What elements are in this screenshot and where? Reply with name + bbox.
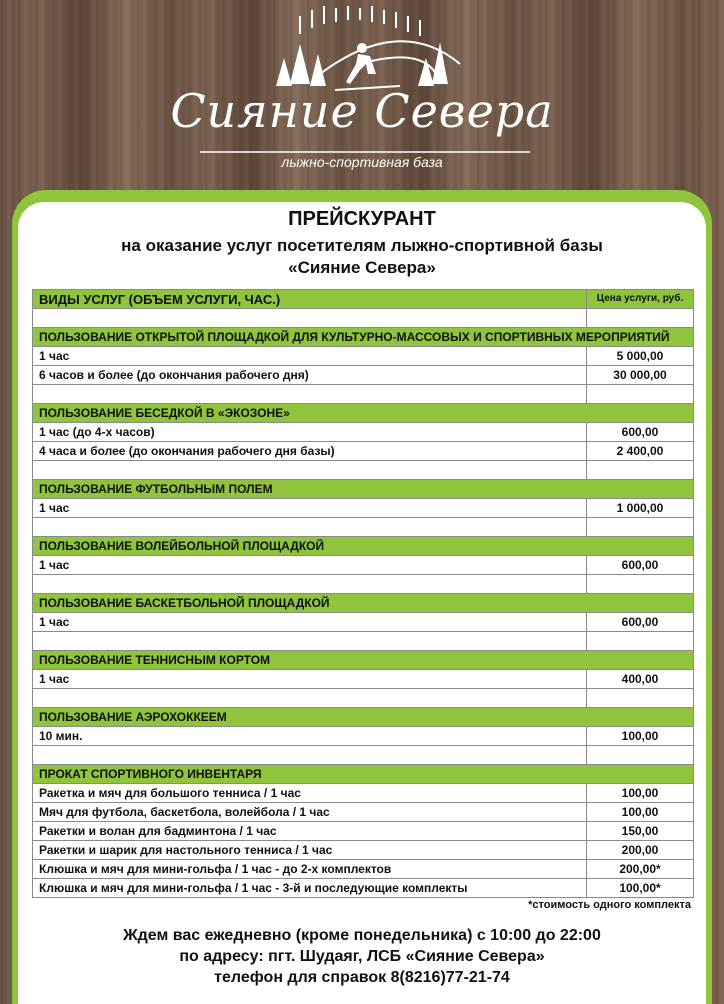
spacer-row <box>33 518 694 537</box>
logo-subtitle: лыжно-спортивная база <box>281 154 443 170</box>
document-venue: «Сияние Севера» <box>288 258 436 277</box>
spacer-cell <box>33 575 587 594</box>
logo-title: Сияние Севера <box>170 84 554 138</box>
section-row <box>33 651 694 670</box>
service-name: 1 час (до 4-х часов) <box>33 423 587 442</box>
section-row <box>33 404 694 423</box>
spacer-cell <box>587 575 694 594</box>
section-row <box>33 708 694 727</box>
spacer-cell <box>33 461 587 480</box>
table-row <box>33 784 694 803</box>
section-title: ПОЛЬЗОВАНИЕ ТЕННИСНЫМ КОРТОМ <box>33 651 694 670</box>
service-price: 1 000,00 <box>587 499 694 518</box>
service-name: 1 час <box>33 613 587 632</box>
table-row <box>33 727 694 746</box>
footer-phone: телефон для справок 8(8216)77-21-74 <box>214 969 510 986</box>
section-title: ПОЛЬЗОВАНИЕ ФУТБОЛЬНЫМ ПОЛЕМ <box>33 480 694 499</box>
header-service: ВИДЫ УСЛУГ (ОБЪЕМ УСЛУГИ, ЧАС.) <box>33 290 587 309</box>
spacer-row <box>33 575 694 594</box>
spacer-cell <box>33 632 587 651</box>
service-price: 600,00 <box>587 613 694 632</box>
service-name: 1 час <box>33 499 587 518</box>
table-header-row <box>33 290 694 309</box>
footer-address: по адресу: пгт. Шудаяг, ЛСБ «Сияние Севера» <box>179 948 545 965</box>
service-name: Клюшка и мяч для мини-гольфа / 1 час - до 2-х комплектов <box>33 860 587 879</box>
spacer-cell <box>33 518 587 537</box>
service-name: 6 часов и более (до окончания рабочего дня) <box>33 366 587 385</box>
spacer-row <box>33 385 694 404</box>
section-title: ПРОКАТ СПОРТИВНОГО ИНВЕНТАРЯ <box>33 765 694 784</box>
header <box>0 0 724 200</box>
spacer-cell <box>587 689 694 708</box>
table-row <box>33 613 694 632</box>
section-title: ПОЛЬЗОВАНИЕ ОТКРЫТОЙ ПЛОЩАДКОЙ ДЛЯ КУЛЬТУРНО-МАССОВЫХ И СПОРТИВНЫХ МЕРОПРИЯТИЙ <box>33 328 694 347</box>
spacer-cell <box>33 746 587 765</box>
service-price: 30 000,00 <box>587 366 694 385</box>
spacer-cell <box>587 746 694 765</box>
table-row <box>33 860 694 879</box>
section-title: ПОЛЬЗОВАНИЕ ВОЛЕЙБОЛЬНОЙ ПЛОЩАДКОЙ <box>33 537 694 556</box>
spacer-cell <box>587 518 694 537</box>
service-name: 1 час <box>33 347 587 366</box>
spacer-cell <box>587 632 694 651</box>
table-row <box>33 347 694 366</box>
section-row <box>33 765 694 784</box>
service-name: Клюшка и мяч для мини-гольфа / 1 час - 3-й и последующие комплекты <box>33 879 587 898</box>
document-subtitle: на оказание услуг посетителям лыжно-спортивной базы <box>121 236 603 255</box>
table-row <box>33 803 694 822</box>
service-name: 10 мин. <box>33 727 587 746</box>
section-row <box>33 480 694 499</box>
spacer-cell <box>587 385 694 404</box>
spacer-row <box>33 309 694 328</box>
service-price: 100,00* <box>587 879 694 898</box>
section-title: ПОЛЬЗОВАНИЕ АЭРОХОККЕЕМ <box>33 708 694 727</box>
table-row <box>33 423 694 442</box>
header-price: Цена услуги, руб. <box>587 290 694 309</box>
footer-hours: Ждем вас ежедневно (кроме понедельника) с 10:00 до 22:00 <box>123 927 601 944</box>
footnote: *стоимость одного комплекта <box>528 899 691 911</box>
service-name: Ракетки и волан для бадминтона / 1 час <box>33 822 587 841</box>
service-price: 200,00 <box>587 841 694 860</box>
spacer-cell <box>33 689 587 708</box>
table-row <box>33 442 694 461</box>
service-name: Ракетка и мяч для большого тенниса / 1 час <box>33 784 587 803</box>
document-title: ПРЕЙСКУРАНТ <box>288 208 436 230</box>
price-table <box>32 289 694 898</box>
section-title: ПОЛЬЗОВАНИЕ БЕСЕДКОЙ В «ЭКОЗОНЕ» <box>33 404 694 423</box>
service-price: 2 400,00 <box>587 442 694 461</box>
table-row <box>33 879 694 898</box>
service-price: 100,00 <box>587 727 694 746</box>
section-row <box>33 537 694 556</box>
table-row <box>33 670 694 689</box>
spacer-row <box>33 632 694 651</box>
service-name: 4 часа и более (до окончания рабочего дня базы) <box>33 442 587 461</box>
service-price: 5 000,00 <box>587 347 694 366</box>
section-row <box>33 328 694 347</box>
service-name: Ракетки и шарик для настольного тенниса / 1 час <box>33 841 587 860</box>
spacer-cell <box>33 309 587 328</box>
service-name: Мяч для футбола, баскетбола, волейбола / 1 час <box>33 803 587 822</box>
section-title: ПОЛЬЗОВАНИЕ БАСКЕТБОЛЬНОЙ ПЛОЩАДКОЙ <box>33 594 694 613</box>
table-row <box>33 841 694 860</box>
service-price: 600,00 <box>587 423 694 442</box>
spacer-cell <box>587 461 694 480</box>
spacer-cell <box>33 385 587 404</box>
spacer-row <box>33 689 694 708</box>
spacer-row <box>33 461 694 480</box>
service-price: 100,00 <box>587 803 694 822</box>
section-row <box>33 594 694 613</box>
table-row <box>33 366 694 385</box>
service-name: 1 час <box>33 670 587 689</box>
service-price: 150,00 <box>587 822 694 841</box>
service-price: 100,00 <box>587 784 694 803</box>
service-price: 600,00 <box>587 556 694 575</box>
service-name: 1 час <box>33 556 587 575</box>
service-price: 400,00 <box>587 670 694 689</box>
spacer-row <box>33 746 694 765</box>
table-row <box>33 822 694 841</box>
spacer-cell <box>587 309 694 328</box>
table-row <box>33 499 694 518</box>
table-row <box>33 556 694 575</box>
service-price: 200,00* <box>587 860 694 879</box>
